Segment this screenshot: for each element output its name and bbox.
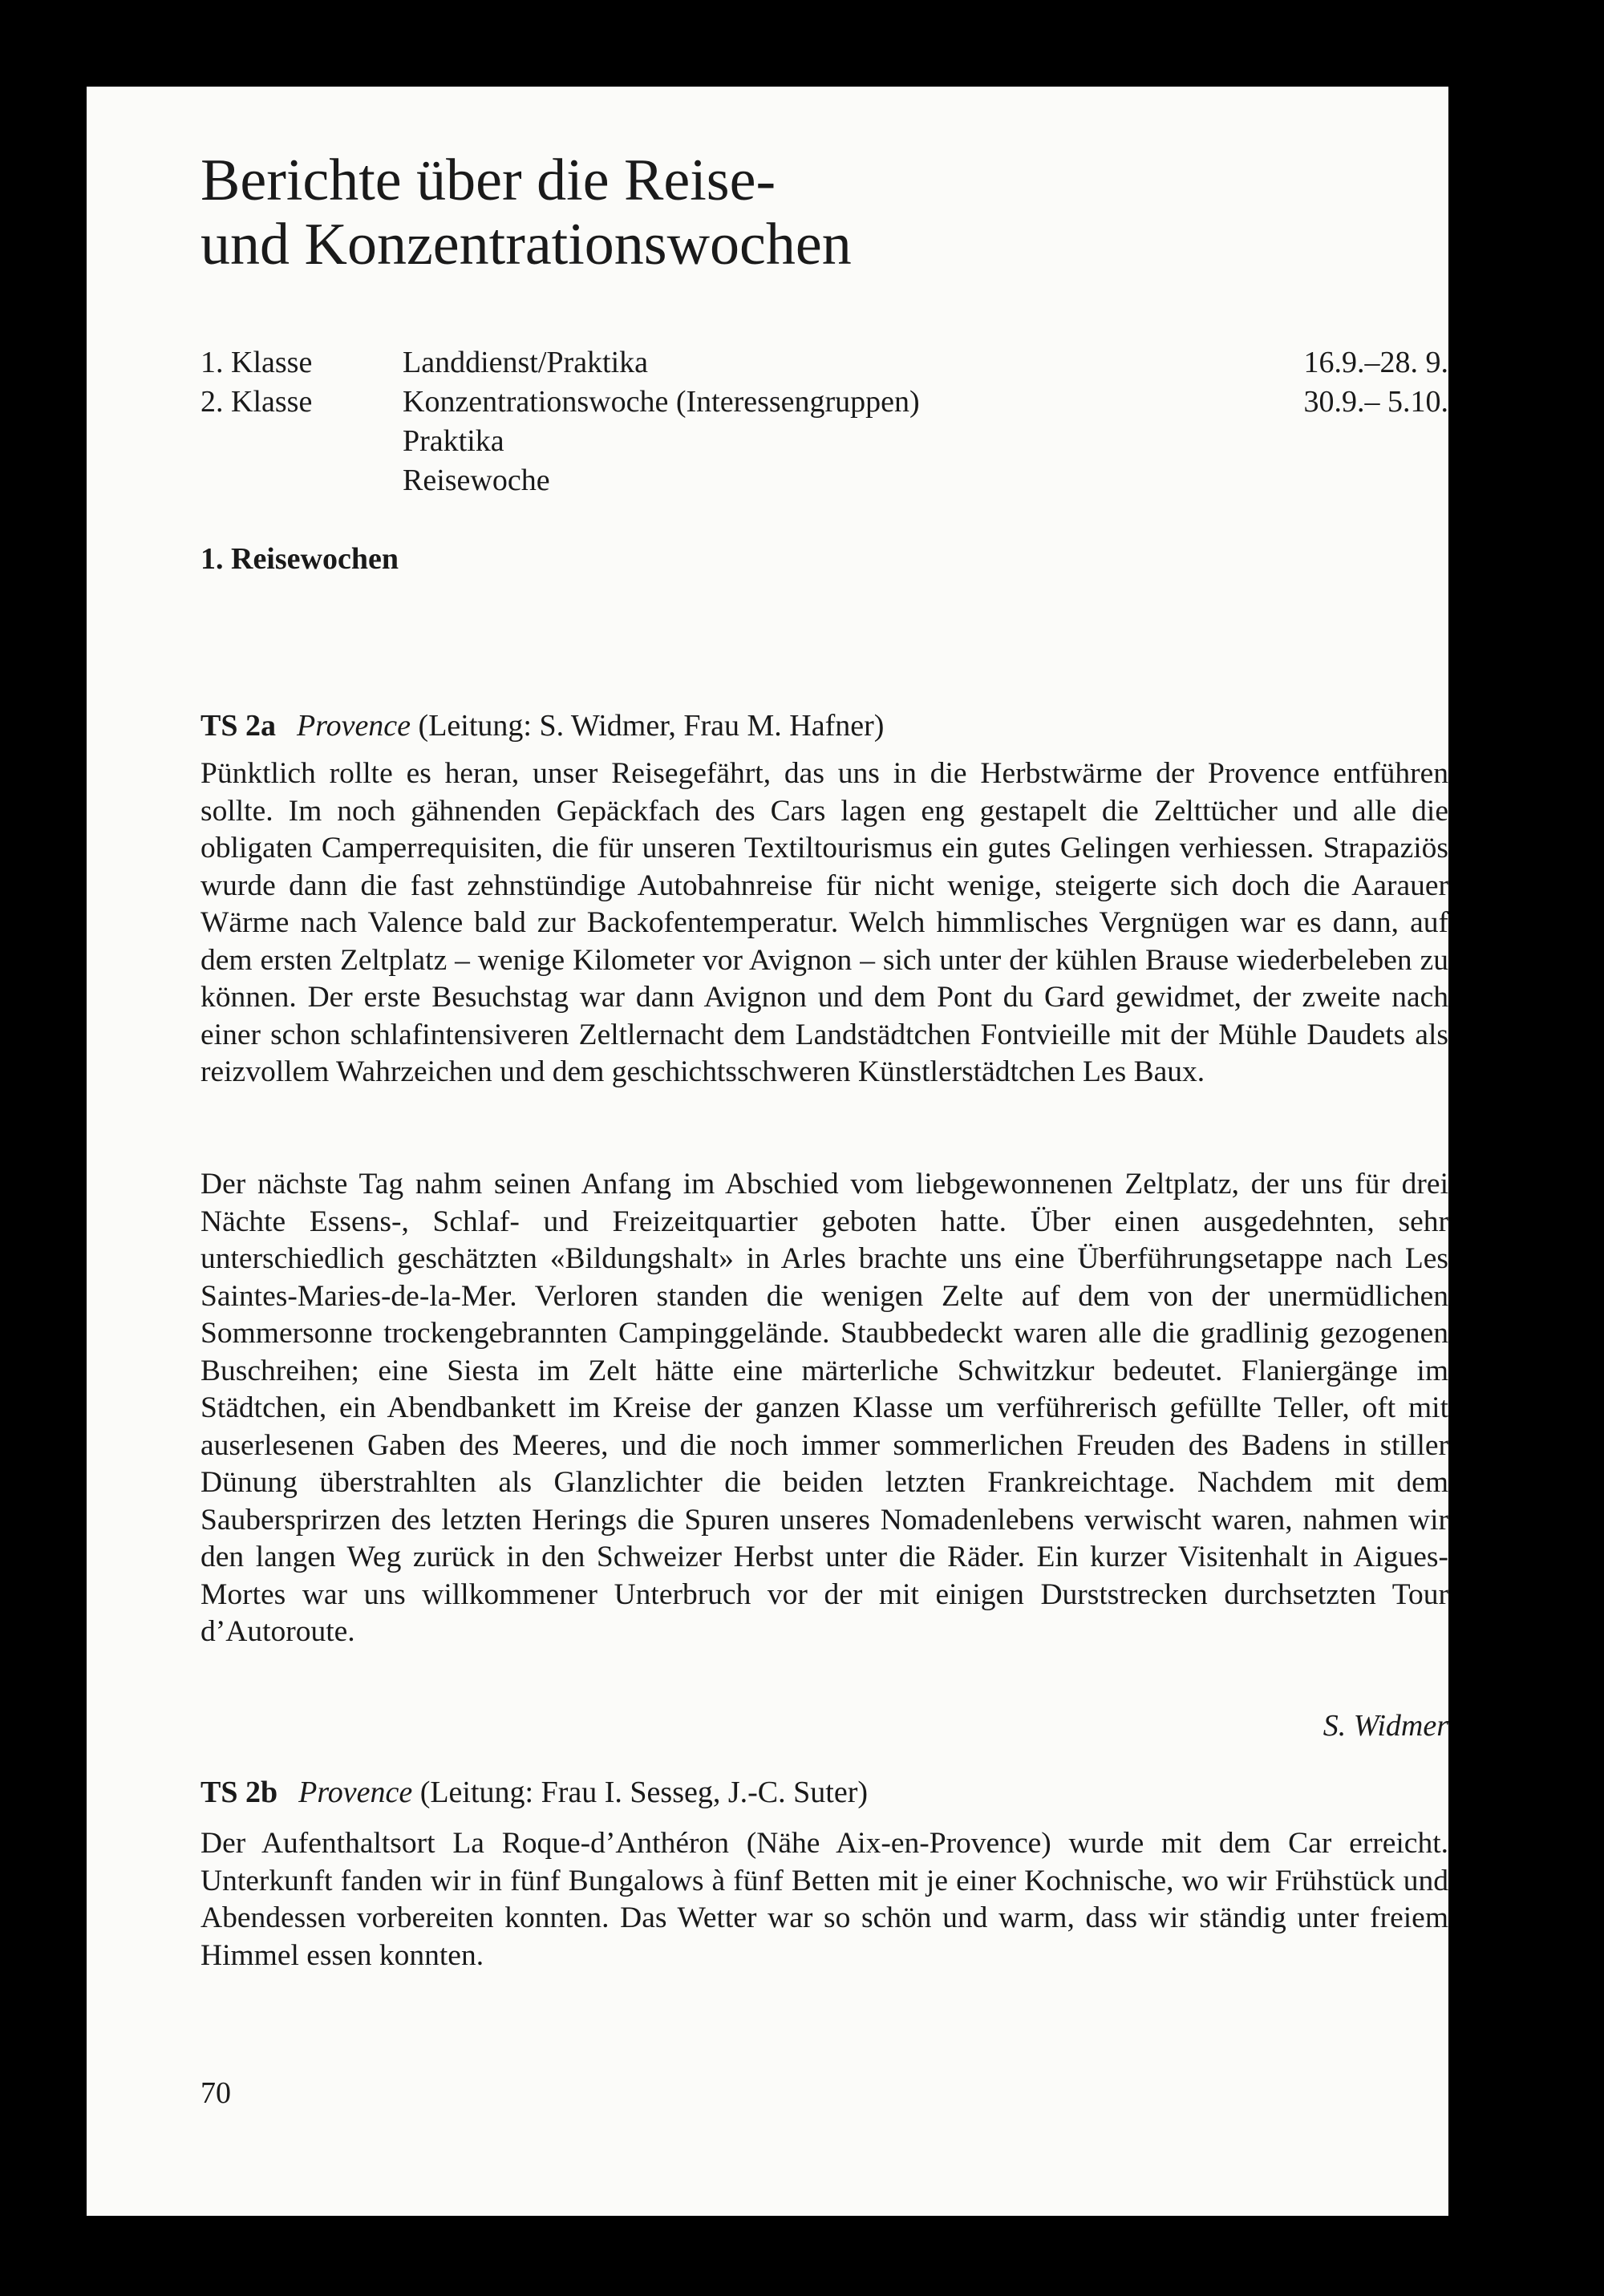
schedule-row	[200, 343, 1448, 383]
ts2b-leaders: (Leitung: Frau I. Sesseg, J.-C. Suter)	[419, 1776, 868, 1809]
schedule-table	[200, 343, 1448, 500]
title-line-2: und Konzentrationswochen	[200, 212, 852, 277]
schedule-class: 2. Klasse	[200, 385, 313, 419]
schedule-class: 1. Klasse	[200, 346, 313, 379]
ts2b-paragraph-1: Der Aufenthaltsort La Roque-d’Anthéron (Nähe Aix-en-Provence) wurde mit dem Car erreicht. Unterkunft fanden wir in fünf Bungalows à fünf Betten mit je einer Kochnische, wo wir Frühstück und Abendessen vorbereiten konnten. Das Wetter war so schön und warm, dass wir ständig unter freiem Himmel essen konnten.	[200, 1827, 1448, 1972]
page-title	[200, 148, 852, 277]
title-line-1: Berichte über die Reise-	[200, 148, 776, 213]
schedule-row	[200, 461, 1448, 500]
schedule-description: Konzentrationswoche (Interessengruppen)	[403, 385, 920, 419]
ts2a-place: Provence	[296, 709, 411, 743]
section-heading: 1. Reisewochen	[200, 542, 399, 576]
ts2a-signature: S. Widmer	[1322, 1709, 1448, 1743]
ts2a-heading	[200, 706, 884, 746]
ts2a-paragraph-1: Pünktlich rollte es heran, unser Reisegefährt, das uns in die Herbstwärme der Provence entführen sollte. Im noch gähnenden Gepäckfach des Cars lagen eng gestapelt die Zelttücher und alle die obligaten Camperrequisiten, die für unseren Textiltourismus ein gutes Gelingen verhiessen. Strapaziös wurde dann die fast zehnstündige Autobahnreise für nicht wenige, steigerte sich doch die Aarauer Wärme nach Valence bald zur Backofentemperatur. Welch himmlisches Vergnügen war es dann, auf dem ersten Zeltplatz – wenige Kilometer vor Avignon – sich unter der kühlen Brause wiederbeleben zu können. Der erste Besuchstag war dann Avignon und dem Pont du Gard gewidmet, der zweite nach einer schon schlafintensiveren Zeltlernacht dem Landstädtchen Fontvieille mit der Mühle Daudets als reizvollem Wahrzeichen und dem geschichtsschweren Künstlerstädtchen Les Baux.	[200, 757, 1448, 1088]
page-number: 70	[200, 2076, 231, 2110]
ts2a-paragraph-2: Der nächste Tag nahm seinen Anfang im Abschied vom liebgewonnenen Zeltplatz, der uns für drei Nächte Essens-, Schlaf- und Freizeitquartier geboten hatte. Über einen ausgedehnten, sehr unterschiedlich geschätzten «Bildungshalt» in Arles brachte uns eine Überführungsetappe nach Les Saintes-Maries-de-la-Mer. Verloren standen die wenigen Zelte auf dem von der unermüdlichen Sommersonne trockengebrannten Campinggelände. Staubbedeckt waren alle die gradlinig gezogenen Buschreihen; eine Siesta im Zelt hätte eine märterliche Schwitzkur bedeutet. Flaniergänge im Städtchen, ein Abendbankett im Kreise der ganzen Klasse um verführerisch gefüllte Teller, oft mit auserlesenen Gaben des Meeres, und die noch immer sommerlichen Freuden des Badens in stiller Dünung überstrahlten als Glanzlichter die beiden letzten Frankreichtage. Nachdem mit dem Saubersprirzen des letzten Herings die Spuren unseres Nomadenlebens verwischt waren, nahmen wir den langen Weg zurück in den Schweizer Herbst unter die Räder. Ein kurzer Visitenhalt in Aigues-Mortes war uns willkommener Unterbruch vor der mit einigen Durststrecken durchsetzten Tour d’Autoroute.	[200, 1168, 1448, 1648]
schedule-row	[200, 422, 1448, 461]
ts2a-leaders: (Leitung: S. Widmer, Frau M. Hafner)	[418, 709, 885, 743]
ts2a-code: TS 2a	[200, 709, 276, 743]
schedule-date: 30.9.– 5.10.	[1303, 385, 1448, 419]
schedule-description: Landdienst/Praktika	[403, 346, 649, 379]
ts2b-code: TS 2b	[200, 1776, 278, 1809]
ts2b-place: Provence	[298, 1776, 413, 1809]
schedule-description: Reisewoche	[403, 464, 550, 497]
ts2b-heading	[200, 1772, 868, 1812]
schedule-row	[200, 383, 1448, 422]
schedule-date: 16.9.–28. 9.	[1303, 346, 1448, 379]
schedule-description: Praktika	[403, 424, 504, 458]
